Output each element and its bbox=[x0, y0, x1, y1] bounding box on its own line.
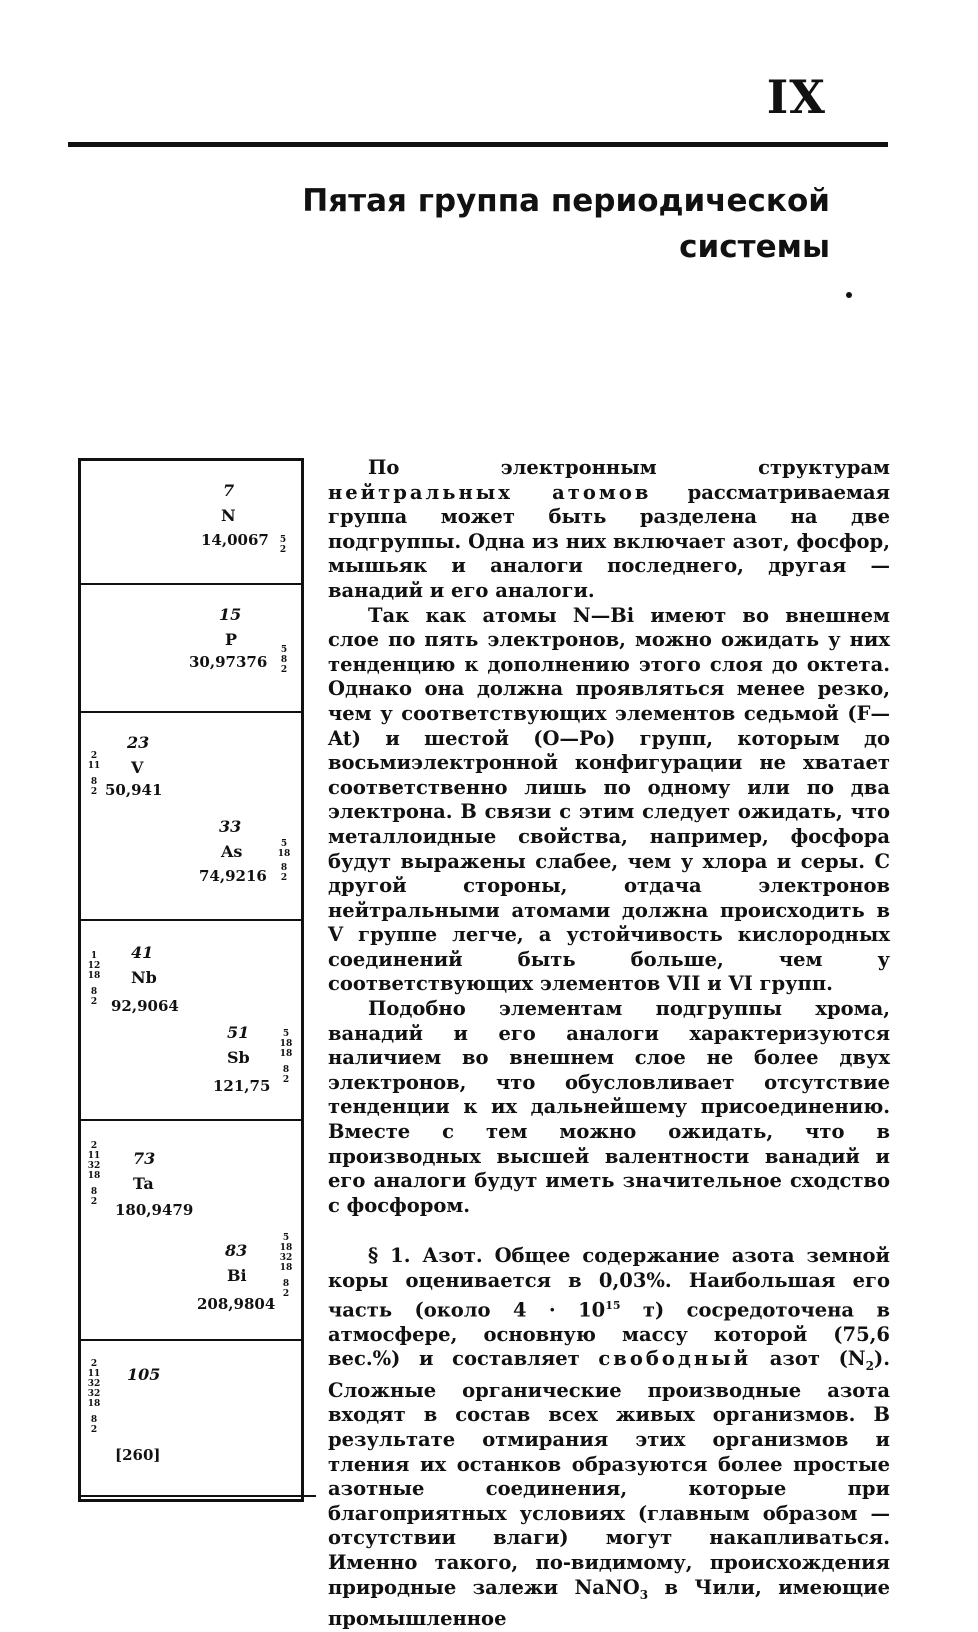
table-divider bbox=[81, 1339, 301, 1341]
table-divider bbox=[81, 1119, 301, 1121]
atomic-mass: 14,0067 bbox=[201, 531, 269, 549]
paragraph-2: Так как атомы N—Bi имеют во внешнем слое по пять электронов, можно ожидать у них тенденцию к дополнению этого слоя до октета. Однако она должна проявляться менее резко, чем у соответствующих элементов седьмой (F—At) и шестой (O—Po) групп, которым до восьмиэлектронной конфигурации не хватает соответственно лишь по одному или по два электрона. В связи с этим следует ожидать, что металлоидные свойства, например, фосфора будут выражены слабее, чем у хлора и серы. С другой стороны, отдача электронов нейтральными атомами должна происходить в V группе легче, а устойчивость кислородных соединений быть больше, чем у соответствующих элементов VII и VI групп. bbox=[328, 603, 890, 996]
atomic-number: 51 bbox=[227, 1023, 250, 1042]
chapter-number: IX bbox=[766, 70, 826, 124]
atomic-number: 83 bbox=[225, 1241, 248, 1260]
atomic-mass: 50,941 bbox=[105, 781, 163, 799]
page-dot bbox=[846, 292, 852, 298]
electron-shells: 2 11 8 2 bbox=[87, 751, 101, 797]
element-symbol: N bbox=[221, 506, 236, 525]
atomic-number: 15 bbox=[219, 605, 242, 624]
atomic-mass: [260] bbox=[115, 1446, 161, 1464]
element-symbol: Nb bbox=[131, 968, 157, 987]
table-divider bbox=[81, 919, 301, 921]
element-v bbox=[105, 733, 205, 799]
atomic-number: 73 bbox=[133, 1149, 156, 1168]
atomic-mass: 180,9479 bbox=[115, 1201, 194, 1219]
paragraph-1: По электронным структурам нейтральных атомов рассматриваемая группа может быть разделена на две подгруппы. Одна из них включает азот, фосфор, мышьяк и аналоги последнего, другая — ванадий и его аналоги. bbox=[328, 456, 890, 602]
table-divider bbox=[81, 583, 301, 585]
electron-shells: 2 11 32 18 8 2 bbox=[87, 1141, 101, 1207]
element-symbol: P bbox=[225, 630, 238, 649]
atomic-number: 105 bbox=[127, 1365, 161, 1384]
element-105 bbox=[115, 1365, 215, 1464]
element-symbol: Ta bbox=[133, 1174, 154, 1193]
atomic-mass: 30,97376 bbox=[189, 653, 268, 671]
chapter-title bbox=[302, 178, 830, 270]
atomic-mass: 208,9804 bbox=[197, 1295, 276, 1313]
atomic-mass: 121,75 bbox=[213, 1077, 271, 1095]
element-ta bbox=[115, 1149, 225, 1219]
electron-shells: 2 11 32 32 18 8 2 bbox=[87, 1359, 101, 1435]
element-symbol: Sb bbox=[227, 1048, 250, 1067]
atomic-mass: 74,9216 bbox=[199, 867, 267, 885]
electron-shells: 1 12 18 8 2 bbox=[87, 951, 101, 1007]
electron-shells: 5 18 18 8 2 bbox=[279, 1029, 293, 1085]
atomic-number: 7 bbox=[223, 481, 235, 500]
element-nb bbox=[111, 943, 211, 1015]
atomic-number: 33 bbox=[219, 817, 242, 836]
top-rule bbox=[68, 142, 888, 147]
electron-shells: 5 2 bbox=[279, 535, 287, 555]
chapter-title-line1: Пятая группа периодической bbox=[302, 183, 830, 219]
element-symbol: As bbox=[221, 842, 243, 861]
element-symbol: V bbox=[131, 758, 144, 777]
electron-shells: 5 18 8 2 bbox=[277, 839, 291, 883]
electron-shells: 5 8 2 bbox=[280, 645, 288, 675]
electron-shells: 5 18 32 18 8 2 bbox=[279, 1233, 293, 1299]
atomic-mass: 92,9064 bbox=[111, 997, 179, 1015]
table-bottom-rule bbox=[78, 1495, 316, 1497]
element-n bbox=[201, 481, 305, 549]
table-divider bbox=[81, 711, 301, 713]
periodic-table-column bbox=[78, 458, 304, 1502]
chapter-title-line2: системы bbox=[679, 229, 830, 265]
paragraph-3: Подобно элементам подгруппы хрома, ванадий и его аналоги характеризуются наличием во внешнем слое не более двух электронов, что обусловливает отсутствие тенденции к их дальнейшему присоединению. Вместе с тем можно ожидать, что в производных высшей валентности ванадий и его аналоги будут иметь значительное сходство с фосфором. bbox=[328, 997, 890, 1217]
atomic-number: 41 bbox=[131, 943, 154, 962]
body-text bbox=[328, 456, 890, 1632]
element-symbol: Bi bbox=[227, 1266, 247, 1285]
atomic-number: 23 bbox=[127, 733, 150, 752]
paragraph-section-1: § 1. Азот. Общее содержание азота земной коры оценивается в 0,03%. Наибольшая его часть (около $4 \cdot 10^{15}$ т) сосредоточена в атмосфере, основную массу которой (75,6 вес.%) и составляет свободный азот $(N_2)$. Сложные органические производные азота входят в состав всех живых организмов. В результате отмирания этих организмов и тления их останков образуются более простые азотные соединения, которые при благоприятных условиях (главным образом — отсутствии влаги) могут накапливаться. Именно такого, по-видимому, происхождения природные залежи NaNO$_3$ в Чили, имеющие промышленное bbox=[328, 1244, 890, 1630]
